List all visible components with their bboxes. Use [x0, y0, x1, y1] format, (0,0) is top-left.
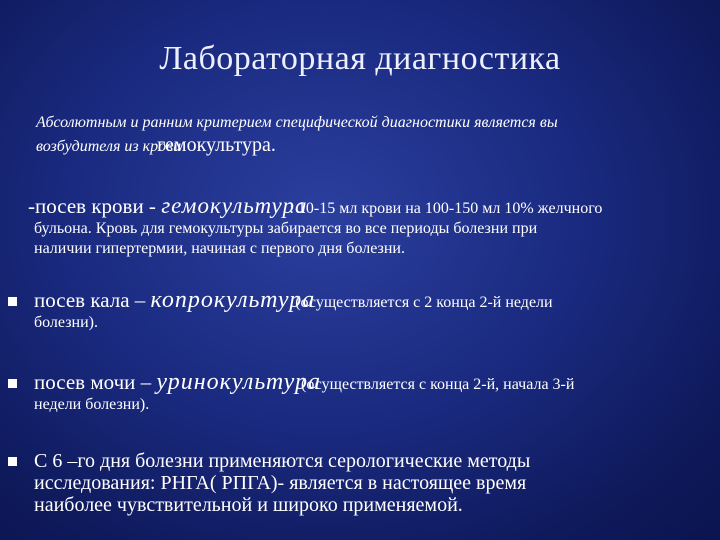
bullet-line-2: исследования: РНГА( РПГА)- является в настоящее время — [34, 472, 527, 494]
intro-line-2-emphasis: гемокультура. — [157, 134, 276, 156]
bullet-term: уринокультура — [156, 369, 321, 395]
square-bullet-icon — [8, 297, 17, 306]
blood-culture-line-2: бульона. Кровь для гемокультуры забирается во все периоды болезни при — [34, 220, 538, 237]
bullet-rest: (осуществляется с 2 конца 2-й недели — [295, 294, 553, 311]
blood-culture-lead: посев крови - — [35, 194, 162, 218]
intro-line-2-start: возбудителя из крови — [36, 138, 182, 155]
intro-line-1: Абсолютным и ранним критерием специфической диагностики является вы — [36, 114, 558, 131]
bullet-body — [34, 450, 530, 516]
bullet-lead: посев мочи – — [34, 370, 157, 394]
bullet-line-3: наиболее чувствительной и широко применяемой. — [34, 494, 463, 516]
bullet-term: копрокультура — [150, 287, 316, 313]
bullet-rest: (осуществляется с конца 2-й, начала 3-й — [301, 376, 575, 393]
blood-culture-term: гемокультура — [161, 193, 308, 218]
bullet-line-1 — [34, 287, 553, 313]
dash-marker: - — [28, 194, 35, 218]
intro-line-2 — [36, 134, 720, 158]
bullet-body — [34, 369, 575, 415]
bullet-lead: посев кала – — [34, 288, 151, 312]
square-bullet-icon — [8, 379, 17, 388]
bullet-line-2: недели болезни). — [34, 396, 150, 413]
bullet-line-2: болезни). — [34, 314, 98, 331]
blood-culture-line-3: наличии гипертермии, начиная с первого дня болезни. — [34, 240, 405, 257]
bullet-body — [34, 287, 553, 333]
slide-title: Лабораторная диагностика — [159, 40, 561, 77]
blood-culture-line-1 — [28, 193, 718, 219]
bullet-line-1: С 6 –го дня болезни применяются серологические методы — [34, 450, 531, 472]
bullet-line-1 — [34, 369, 575, 395]
intro-text — [36, 112, 720, 158]
blood-culture-rest: : 10-15 мл крови на 100-150 мл 10% желчного — [289, 200, 603, 217]
square-bullet-icon — [8, 457, 17, 466]
blood-culture-paragraph — [28, 193, 718, 259]
